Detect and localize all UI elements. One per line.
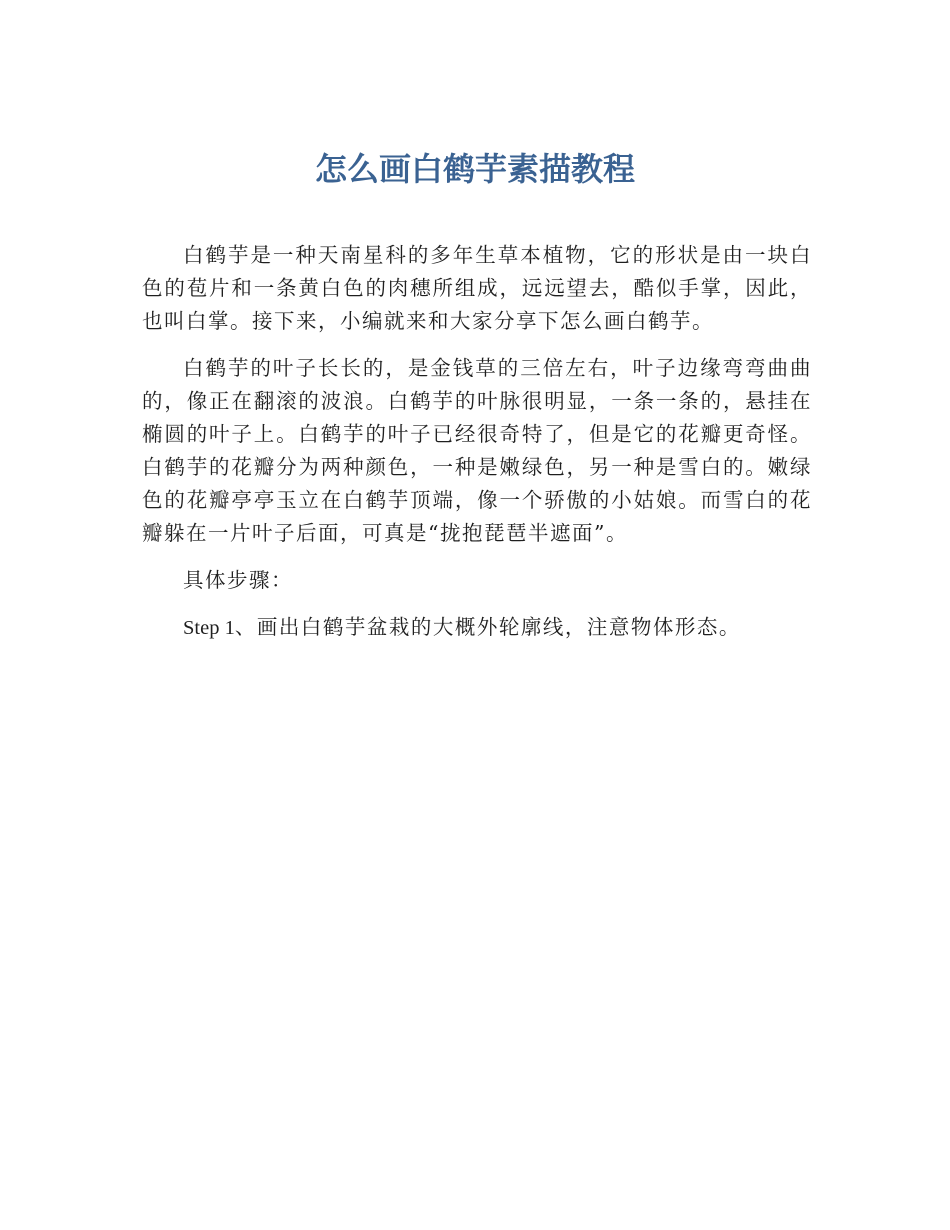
paragraph-step-1 <box>142 611 812 645</box>
paragraph-description: 白鹤芋的叶子长长的，是金钱草的三倍左右，叶子边缘弯弯曲曲的，像正在翻滚的波浪。白鹤芋的叶脉很明显，一条一条的，悬挂在椭圆的叶子上。白鹤芋的叶子已经很奇特了，但是它的花瓣更奇怪。白鹤芋的花瓣分为两种颜色，一种是嫩绿色，另一种是雪白的。嫩绿色的花瓣亭亭玉立在白鹤芋顶端，像一个骄傲的小姑娘。而雪白的花瓣躲在一片叶子后面，可真是“拢抱琵琶半遮面”。 <box>142 356 812 545</box>
paragraph-steps-heading: 具体步骤： <box>183 568 293 592</box>
paragraph-intro: 白鹤芋是一种天南星科的多年生草本植物，它的形状是由一块白色的苞片和一条黄白色的肉穗所组成，远远望去，酷似手掌，因此，也叫白掌。接下来，小编就来和大家分享下怎么画白鹤芋。 <box>142 243 812 333</box>
document-title: 怎么画白鹤芋素描教程 <box>314 150 635 188</box>
step-1-label: Step 1 <box>183 617 235 639</box>
document-body <box>142 239 812 659</box>
step-1-text: 、画出白鹤芋盆栽的大概外轮廓线，注意物体形态。 <box>234 615 741 639</box>
